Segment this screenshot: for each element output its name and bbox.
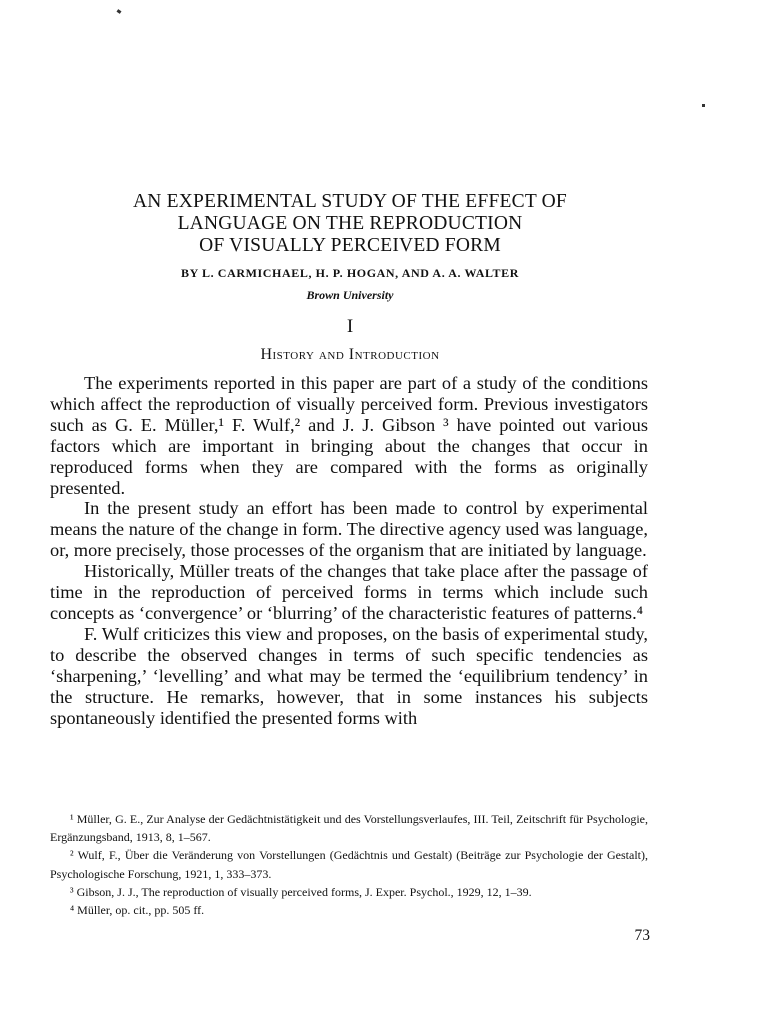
paragraph: Historically, Müller treats of the changes that take place after the passage of time in the reproduction of perceived forms in terms which include such concepts as ‘convergence’ or ‘blurring’ of the characteristic features of patterns.⁴	[50, 561, 648, 623]
section-heading: History and Introduction	[260, 346, 440, 363]
paragraph: In the present study an effort has been made to control by experimental means the nature of the change in form. The directive agency used was language, or, more precisely, those processes of the organism that are initiated by language.	[50, 498, 648, 561]
paragraph: The experiments reported in this paper are part of a study of the conditions which affect the reproduction of visually perceived form. Previous investigators such as G. E. Müller,¹ F. Wulf,² and J. J. Gibson ³ have pointed out various factors which are important in bringing about the changes that occur in reproduced forms when they are compared with the forms as originally presented.	[50, 373, 648, 498]
article-title	[50, 191, 650, 257]
title-line: OF VISUALLY PERCEIVED FORM	[199, 235, 501, 256]
affiliation: Brown University	[306, 288, 394, 302]
title-line: LANGUAGE ON THE REPRODUCTION	[177, 213, 523, 234]
footnote: ¹ Müller, G. E., Zur Analyse der Gedächtnistätigkeit und des Vorstellungsverlaufes, III. Teil, Zeitschrift für Psychologie, Ergänzungsband, 1913, 8, 1–567.	[50, 812, 648, 845]
paragraph: F. Wulf criticizes this view and proposes, on the basis of experimental study, to describe the observed changes in terms of such specific tendencies as ‘sharpening,’ ‘levelling’ and what may be termed the ‘equilibrium tendency’ in the structure. He remarks, however, that in some instances his subjects spontaneously identified the presented forms with	[50, 623, 648, 728]
page-number: 73	[634, 927, 650, 944]
footnotes	[50, 810, 648, 919]
footnote: ³ Gibson, J. J., The reproduction of visually perceived forms, J. Exper. Psychol., 1929, 12, 1–39.	[70, 884, 532, 899]
scan-speck	[702, 104, 705, 107]
title-line: AN EXPERIMENTAL STUDY OF THE EFFECT OF	[133, 191, 567, 212]
footnote: ² Wulf, F., Über die Veränderung von Vorstellungen (Gedächtnis und Gestalt) (Beiträge zur Psychologie der Gestalt), Psychologische Forschung, 1921, 1, 333–373.	[50, 848, 648, 881]
footnote: ⁴ Müller, op. cit., pp. 505 ff.	[70, 903, 205, 918]
section-numeral: I	[346, 316, 354, 337]
journal-page	[50, 0, 650, 1024]
scan-speck	[117, 9, 122, 14]
author-line: BY L. CARMICHAEL, H. P. HOGAN, AND A. A. WALTER	[180, 266, 520, 280]
body-text	[50, 373, 648, 728]
